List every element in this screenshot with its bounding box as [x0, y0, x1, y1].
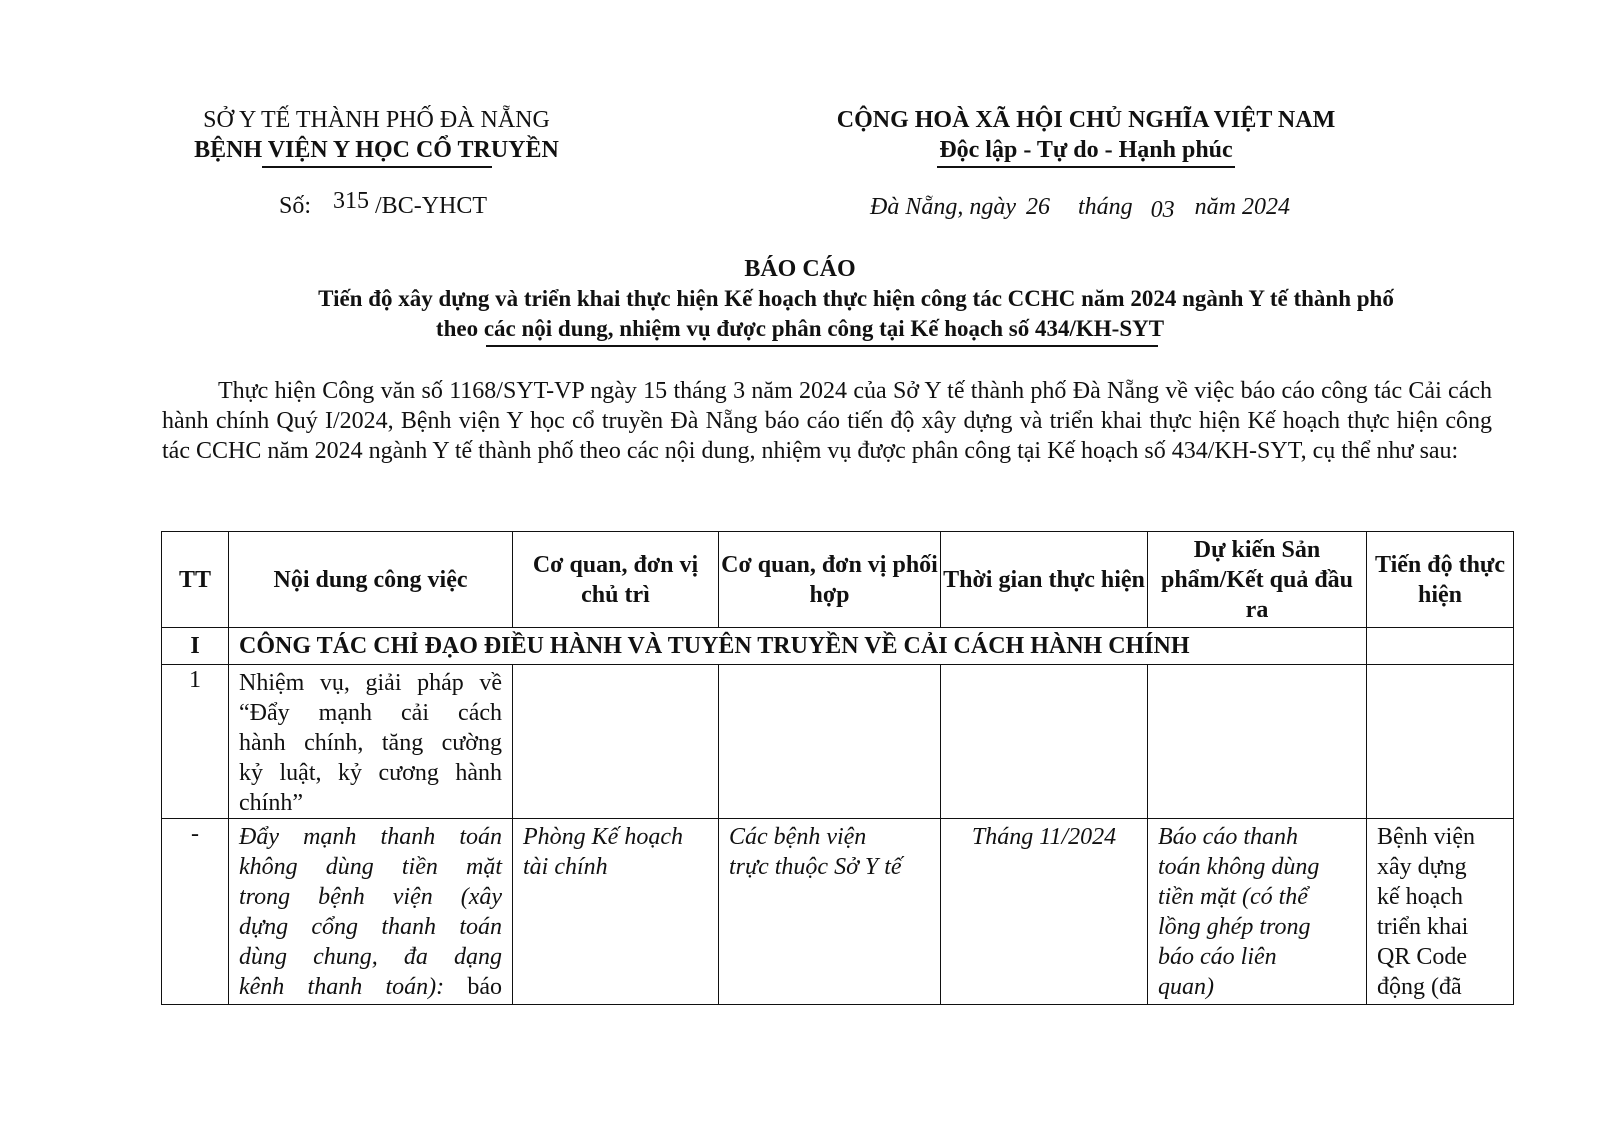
lead-agency-line: tài chính	[523, 854, 608, 880]
section-title: CÔNG TÁC CHỈ ĐẠO ĐIỀU HÀNH VÀ TUYÊN TRUYỀN VỀ CẢI CÁCH HÀNH CHÍNH	[229, 628, 1367, 665]
output-line: tiền mặt (có thể	[1158, 884, 1308, 910]
section-number: I	[162, 628, 229, 665]
table-row	[162, 665, 1514, 819]
header-coop-agency: Cơ quan, đơn vị phối hợp	[719, 532, 941, 628]
report-title: BÁO CÁO	[744, 256, 856, 282]
progress-cell	[1367, 819, 1514, 1005]
progress-line: động (đã	[1377, 974, 1462, 1000]
lead-agency-cell	[513, 819, 719, 1005]
lead-agency-line: Phòng Kế hoạch	[523, 824, 683, 850]
content-line: “Đẩy mạnh cải cách	[239, 700, 502, 726]
output-line: quan)	[1158, 974, 1214, 1000]
month-label: tháng	[1078, 194, 1133, 220]
year-label: năm 2024	[1194, 194, 1291, 220]
motto-underline	[937, 166, 1235, 168]
output-cell	[1148, 819, 1367, 1005]
place-prefix: Đà Nẵng, ngày	[870, 194, 1016, 220]
report-subtitle-line-2: theo các nội dung, nhiệm vụ được phân công tại Kế hoạch số 434/KH-SYT	[435, 316, 1165, 341]
content-line: chính”	[239, 790, 303, 816]
doc-no-value: 315	[333, 188, 370, 214]
row-content	[229, 819, 513, 1005]
month-value: 03	[1150, 197, 1175, 223]
content-last-italic: kênh thanh toán):	[239, 974, 445, 1000]
header-lead-agency: Cơ quan, đơn vị chủ trì	[513, 532, 719, 628]
empty-cell	[1148, 665, 1367, 819]
motto: Độc lập - Tự do - Hạnh phúc	[939, 137, 1233, 163]
intro-text: Thực hiện Công văn số 1168/SYT-VP ngày 15 tháng 3 năm 2024 của Sở Y tế thành phố Đà Nẵng về việc báo cáo công tác Cải cách hành chính Quý I/2024, Bệnh viện Y học cổ truyền Đà Nẵng báo cáo tiến độ xây dựng và triển khai thực hiện Kế hoạch thực hiện công tác CCHC năm 2024 ngành Y tế thành phố theo các nội dung, nhiệm vụ được phân công tại Kế hoạch số 434/KH-SYT, cụ thể như sau:	[162, 378, 1492, 464]
report-subtitle-line-1: Tiến độ xây dựng và triển khai thực hiện Kế hoạch thực hiện công tác CCHC năm 2024 ngành Y tế thành phố	[318, 286, 1394, 311]
subtitle-underline	[486, 345, 1158, 347]
empty-cell	[719, 665, 941, 819]
empty-cell	[513, 665, 719, 819]
empty-cell	[1367, 665, 1514, 819]
content-line: trong bệnh viện (xây	[239, 884, 502, 910]
header-tt: TT	[162, 532, 229, 628]
content-last-normal: báo	[467, 974, 503, 1000]
section-empty-cell	[1367, 628, 1514, 665]
table-row	[162, 819, 1514, 1005]
progress-line: QR Code	[1377, 944, 1467, 970]
place-date	[870, 194, 1290, 221]
section-row	[162, 628, 1514, 665]
coop-agency-line: trực thuộc Sở Y tế	[729, 854, 902, 880]
progress-line: xây dựng	[1377, 854, 1467, 880]
intro-paragraph	[162, 376, 1492, 466]
nation-name: CỘNG HOÀ XÃ HỘI CHỦ NGHĨA VIỆT NAM	[836, 107, 1336, 133]
output-line: lồng ghép trong	[1158, 914, 1311, 940]
org-name-underline	[262, 166, 492, 168]
plan-table	[161, 531, 1514, 1005]
header-progress: Tiến độ thực hiện	[1367, 532, 1514, 628]
content-line: Đẩy mạnh thanh toán	[239, 824, 502, 850]
header-time: Thời gian thực hiện	[941, 532, 1148, 628]
content-line: Nhiệm vụ, giải pháp về	[239, 670, 502, 696]
coop-agency-line: Các bệnh viện	[729, 824, 867, 850]
content-line: kỷ luật, kỷ cương hành	[239, 760, 502, 786]
progress-line: kế hoạch	[1377, 884, 1463, 910]
time-cell	[941, 819, 1148, 1005]
header-output: Dự kiến Sản phẩm/Kết quả đầu ra	[1148, 532, 1367, 628]
doc-no-label: Số:	[279, 193, 312, 219]
row-number: 1	[162, 665, 229, 819]
doc-no-suffix: /BC-YHCT	[375, 193, 488, 219]
org-parent: SỞ Y TẾ THÀNH PHỐ ĐÀ NẴNG	[203, 107, 550, 133]
output-line: Báo cáo thanh	[1158, 824, 1298, 850]
output-line: toán không dùng	[1158, 854, 1320, 880]
content-line: hành chính, tăng cường	[239, 730, 502, 756]
row-content	[229, 665, 513, 819]
org-name: BỆNH VIỆN Y HỌC CỔ TRUYỀN	[194, 137, 559, 163]
progress-line: Bệnh viện	[1377, 824, 1475, 850]
coop-agency-cell	[719, 819, 941, 1005]
time-value: Tháng 11/2024	[971, 824, 1117, 850]
day-value: 26	[1026, 194, 1050, 220]
content-line: dùng chung, đa dạng	[239, 944, 502, 970]
row-number: -	[162, 819, 229, 1005]
document-number	[279, 188, 488, 220]
content-line: dựng cổng thanh toán	[239, 914, 502, 940]
header-content: Nội dung công việc	[229, 532, 513, 628]
table-header-row	[162, 532, 1514, 628]
content-line: không dùng tiền mặt	[239, 854, 502, 880]
empty-cell	[941, 665, 1148, 819]
progress-line: triển khai	[1377, 914, 1469, 940]
content-line	[239, 972, 502, 1002]
output-line: báo cáo liên	[1158, 944, 1277, 970]
